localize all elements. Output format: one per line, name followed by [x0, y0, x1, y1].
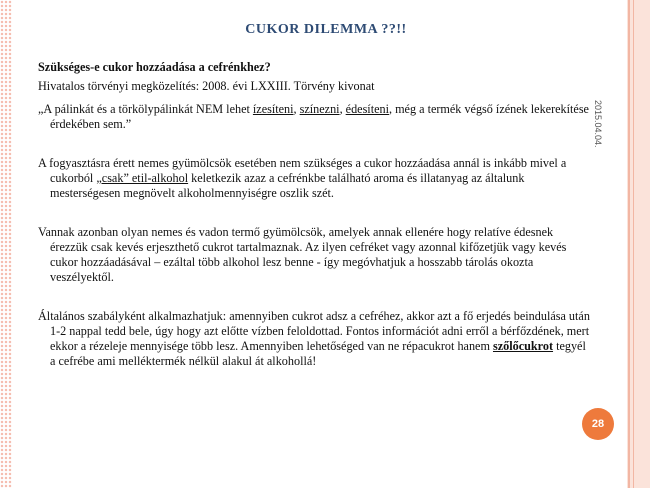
right-decorative-band — [627, 0, 650, 488]
quote-underlined-word: színezni — [299, 102, 340, 116]
quote-text: „A pálinkát és a törkölypálinkát NEM lehet — [38, 102, 253, 116]
law-quote — [38, 102, 593, 132]
bold-underlined-word: szőlőcukrot — [492, 339, 554, 353]
band-line — [633, 0, 634, 488]
band-line — [628, 0, 630, 488]
quote-text: , még a termék végső ízének lekerekítése érdekében sem.” — [50, 102, 589, 131]
slide-date: 2015.04.04. — [593, 100, 603, 148]
underlined-phrase: „csak” etil-alkohol — [96, 171, 189, 185]
left-dotted-border — [0, 0, 12, 488]
paragraph-text: tegyél a cefrébe ami melléktermék nélkül alakul át alkohollá! — [50, 339, 586, 368]
law-reference: Hivatalos törvényi megközelítés: 2008. évi LXXIII. Törvény kivonat — [38, 79, 375, 93]
slide — [26, 0, 626, 488]
paragraph-text: A fogyasztásra érett nemes gyümölcsök esetében nem szükséges a cukor hozzáadása annál is inkább mivel a cukorból — [38, 156, 567, 185]
page-number-badge: 28 — [582, 408, 614, 440]
quote-separator: , — [293, 102, 300, 116]
paragraph-text: keletkezik azaz a cefrénkbe található aroma és illatanyag az általunk mesterségesen megnövelt alkoholmennyiségre oszlik szét. — [50, 171, 525, 200]
paragraph-wild-fruit: Vannak azonban olyan nemes és vadon termő gyümölcsök, amelyek annak ellenére hogy relatíve édesnek érezzük csak kevés erjeszthető cukrot tartalmaznak. Az ilyen cefréket vagy azonnal kifőzetjük vagy kevés cukor hozzáadásával – ezáltal több alkohol lesz benne - így megóvhatjuk a hosszabb tárolás okozta veszélyektől. — [38, 225, 567, 284]
question-heading: Szükséges-e cukor hozzáadása a cefrénkhez? — [38, 60, 271, 74]
quote-underlined-word: édesíteni — [345, 102, 389, 116]
quote-separator: , — [339, 102, 346, 116]
quote-underlined-word: ízesíteni — [252, 102, 294, 116]
slide-content — [38, 60, 593, 369]
paragraph-general-rule — [38, 309, 593, 369]
paragraph-text: Általános szabályként alkalmazhatjuk: amennyiben cukrot adsz a cefréhez, akkor azt a fő erjedés beindulása után 1-2 nappal tedd bele, úgy hogy azt előtte vízben feloldottad. Fontos információt adni erről a bérfőzdének, mert ekkor a rézeleje mennyisége több lesz. Amennyiben lehetőséged van ne répacukrot hanem — [38, 309, 590, 353]
paragraph-fruit-sugar — [38, 156, 593, 201]
slide-title: CUKOR DILEMMA ??!! — [245, 22, 407, 37]
